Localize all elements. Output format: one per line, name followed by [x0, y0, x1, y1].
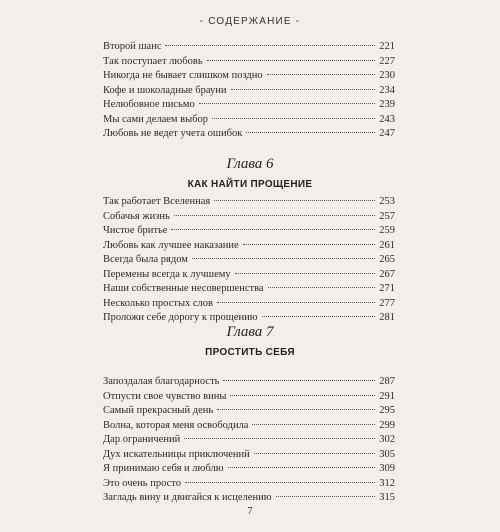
toc-entry-title: Загладь вину и двигайся к исцелению	[103, 492, 272, 503]
toc-entry-page: 253	[379, 196, 395, 207]
toc-entry-page: 257	[379, 210, 395, 222]
toc-leader-dots	[174, 215, 375, 216]
toc-entry	[103, 55, 395, 70]
toc-leader-dots	[192, 258, 375, 259]
toc-leader-dots	[262, 316, 376, 317]
toc-entry-title: Собачья жизнь	[103, 210, 170, 222]
toc-leader-dots	[199, 103, 376, 104]
toc-leader-dots	[212, 118, 375, 119]
toc-leader-dots	[171, 229, 375, 230]
toc-leader-dots	[254, 453, 375, 454]
toc-entry-title: Я принимаю себя и люблю	[103, 463, 224, 474]
toc-leader-dots	[184, 438, 375, 439]
toc-leader-dots	[230, 395, 375, 396]
toc-entry	[103, 375, 395, 390]
toc-entry-page: 312	[379, 477, 395, 489]
toc-entry-title: Нелюбовное письмо	[103, 99, 195, 110]
toc-leader-dots	[207, 60, 376, 61]
toc-entry-title: Второй шанс	[103, 41, 162, 52]
toc-leader-dots	[235, 273, 376, 274]
toc-entry-title: Мы сами делаем выбор	[103, 113, 209, 125]
toc-entry	[103, 268, 395, 283]
chapter-7-title: ПРОСТИТЬ СЕБЯ	[205, 347, 295, 358]
toc-entry-page: 309	[379, 463, 395, 474]
toc-entry	[103, 404, 395, 419]
toc-entry-page: 265	[379, 254, 395, 265]
toc-leader-dots	[185, 482, 375, 483]
toc-entry	[103, 253, 395, 268]
toc-entry-title: Всегда была рядом	[103, 254, 188, 265]
toc-entry	[103, 84, 395, 99]
toc-entry	[103, 239, 395, 254]
toc-entry-page: 315	[379, 492, 395, 503]
toc-leader-dots	[165, 45, 375, 46]
toc-section	[103, 375, 395, 506]
toc-entry-title: Самый прекрасный день	[103, 405, 214, 416]
toc-entry	[103, 195, 395, 210]
toc-entry-page: 230	[379, 70, 395, 81]
toc-entry-page: 287	[379, 376, 395, 387]
page-number: 7	[247, 505, 253, 517]
toc-entry-title: Волна, которая меня освободила	[103, 419, 249, 431]
toc-leader-dots	[267, 74, 376, 75]
toc-entry-page: 295	[379, 405, 395, 416]
toc-entry	[103, 127, 395, 142]
toc-entry-page: 267	[379, 268, 395, 280]
toc-entry	[103, 448, 395, 463]
toc-entry	[103, 491, 395, 506]
running-head: - СОДЕРЖАНИЕ -	[199, 16, 301, 27]
toc-entry	[103, 98, 395, 113]
chapter-7-label: Глава 7	[226, 324, 274, 340]
toc-entry-title: Несколько простых слов	[103, 297, 213, 309]
toc-entry-title: Проложи себе дорогу к прощению	[103, 312, 258, 323]
toc-entry-title: Запоздалая благодарность	[103, 376, 220, 387]
toc-leader-dots	[223, 380, 375, 381]
toc-entry-page: 243	[379, 113, 395, 125]
toc-section	[103, 40, 395, 142]
toc-entry-page: 277	[379, 297, 395, 309]
toc-entry	[103, 419, 395, 434]
toc-entry-page: 259	[379, 225, 395, 236]
toc-entry-page: 291	[379, 390, 395, 402]
toc-entry-title: Дух искательницы приключений	[103, 448, 250, 460]
toc-entry-title: Любовь не ведет учета ошибок	[103, 128, 243, 139]
toc-leader-dots	[246, 132, 375, 133]
toc-entry-page: 239	[379, 99, 395, 110]
toc-leader-dots	[217, 302, 375, 303]
toc-entry-page: 271	[379, 283, 395, 294]
chapter-6-title: КАК НАЙТИ ПРОЩЕНИЕ	[187, 179, 313, 190]
toc-entry-title: Любовь как лучшее наказание	[103, 239, 239, 251]
toc-entry-page: 299	[379, 419, 395, 431]
toc-leader-dots	[214, 200, 375, 201]
toc-entry-title: Отпусти свое чувство вины	[103, 390, 227, 402]
toc-entry	[103, 210, 395, 225]
toc-entry-title: Наши собственные несовершенства	[103, 283, 264, 294]
toc-entry	[103, 113, 395, 128]
toc-entry-title: Дар ограничений	[103, 434, 181, 445]
toc-leader-dots	[231, 89, 376, 90]
toc-leader-dots	[243, 244, 376, 245]
toc-entry-page: 234	[379, 84, 395, 96]
toc-entry-page: 305	[379, 448, 395, 460]
toc-leader-dots	[228, 467, 376, 468]
toc-entry	[103, 390, 395, 405]
toc-entry-page: 221	[379, 41, 395, 52]
toc-entry-page: 247	[379, 128, 395, 139]
toc-entry	[103, 224, 395, 239]
chapter-6-label: Глава 6	[226, 156, 274, 172]
toc-entry-title: Так поступает любовь	[103, 55, 203, 67]
toc-leader-dots	[217, 409, 375, 410]
toc-entry-page: 227	[379, 55, 395, 67]
toc-section	[103, 195, 395, 326]
toc-entry	[103, 69, 395, 84]
toc-leader-dots	[276, 496, 376, 497]
toc-entry	[103, 433, 395, 448]
toc-entry-page: 302	[379, 434, 395, 445]
toc-entry-title: Никогда не бывает слишком поздно	[103, 70, 263, 81]
toc-entry-title: Чистое бритье	[103, 225, 168, 236]
toc-entry-title: Кофе и шоколадные брауни	[103, 84, 227, 96]
toc-leader-dots	[252, 424, 375, 425]
toc-entry	[103, 462, 395, 477]
toc-entry-title: Это очень просто	[103, 477, 181, 489]
toc-entry	[103, 40, 395, 55]
toc-entry-page: 281	[379, 312, 395, 323]
toc-entry	[103, 297, 395, 312]
toc-entry-title: Перемены всегда к лучшему	[103, 268, 231, 280]
toc-entry-page: 261	[379, 239, 395, 251]
toc-entry	[103, 282, 395, 297]
toc-entry	[103, 477, 395, 492]
toc-leader-dots	[268, 287, 376, 288]
toc-entry-title: Так работает Вселенная	[103, 196, 211, 207]
